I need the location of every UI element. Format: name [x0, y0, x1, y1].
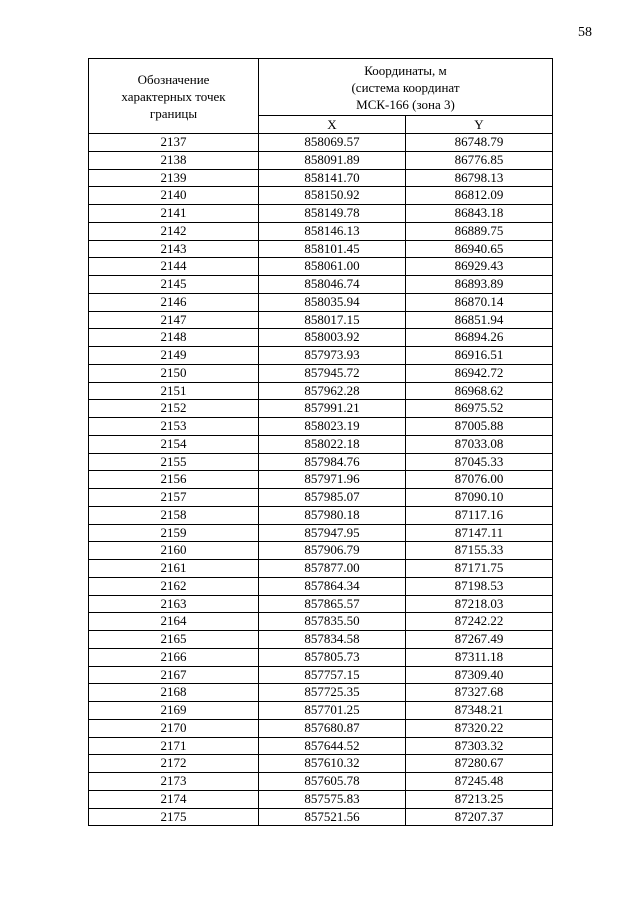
table-row [89, 347, 553, 365]
x-coordinate-cell: 857991.21 [259, 400, 406, 418]
y-coordinate-cell: 86968.62 [406, 382, 553, 400]
table-row [89, 808, 553, 826]
x-coordinate-cell: 858023.19 [259, 418, 406, 436]
point-number-cell: 2158 [89, 506, 259, 524]
point-number-cell: 2165 [89, 631, 259, 649]
x-coordinate-cell: 857906.79 [259, 542, 406, 560]
y-coordinate-cell: 86851.94 [406, 311, 553, 329]
y-coordinate-cell: 87309.40 [406, 666, 553, 684]
y-coordinate-cell: 86916.51 [406, 347, 553, 365]
x-coordinate-cell: 858017.15 [259, 311, 406, 329]
y-coordinate-cell: 86889.75 [406, 222, 553, 240]
point-number-cell: 2148 [89, 329, 259, 347]
table-row [89, 506, 553, 524]
point-number-cell: 2161 [89, 560, 259, 578]
x-coordinate-cell: 857962.28 [259, 382, 406, 400]
x-coordinate-cell: 858061.00 [259, 258, 406, 276]
point-number-cell: 2171 [89, 737, 259, 755]
header-x-label: X [259, 116, 406, 134]
y-coordinate-cell: 87242.22 [406, 613, 553, 631]
table-row [89, 329, 553, 347]
header-point-designation [89, 59, 259, 134]
table-row [89, 151, 553, 169]
table-row [89, 187, 553, 205]
x-coordinate-cell: 857945.72 [259, 364, 406, 382]
x-coordinate-cell: 857757.15 [259, 666, 406, 684]
header-y-label: Y [406, 116, 553, 134]
table-row [89, 205, 553, 223]
point-number-cell: 2143 [89, 240, 259, 258]
point-number-cell: 2144 [89, 258, 259, 276]
header-coordinates [259, 59, 553, 116]
y-coordinate-cell: 87280.67 [406, 755, 553, 773]
coords-header-line1: Координаты, м [364, 62, 447, 78]
x-coordinate-cell: 857835.50 [259, 613, 406, 631]
y-coordinate-cell: 87245.48 [406, 773, 553, 791]
point-number-cell: 2140 [89, 187, 259, 205]
x-coordinate-cell: 857980.18 [259, 506, 406, 524]
point-number-cell: 2162 [89, 577, 259, 595]
point-number-cell: 2168 [89, 684, 259, 702]
x-coordinate-cell: 857521.56 [259, 808, 406, 826]
x-coordinate-cell: 858035.94 [259, 293, 406, 311]
table-row [89, 134, 553, 152]
table-row [89, 595, 553, 613]
y-coordinate-cell: 87147.11 [406, 524, 553, 542]
y-coordinate-cell: 87303.32 [406, 737, 553, 755]
point-number-cell: 2146 [89, 293, 259, 311]
y-coordinate-cell: 87045.33 [406, 453, 553, 471]
point-number-cell: 2138 [89, 151, 259, 169]
y-coordinate-cell: 87327.68 [406, 684, 553, 702]
y-coordinate-cell: 87207.37 [406, 808, 553, 826]
y-coordinate-cell: 87155.33 [406, 542, 553, 560]
table-row [89, 648, 553, 666]
x-coordinate-cell: 857985.07 [259, 489, 406, 507]
table-row [89, 471, 553, 489]
x-coordinate-cell: 858046.74 [259, 276, 406, 294]
y-coordinate-cell: 87076.00 [406, 471, 553, 489]
x-coordinate-cell: 857575.83 [259, 790, 406, 808]
point-number-cell: 2172 [89, 755, 259, 773]
point-number-cell: 2150 [89, 364, 259, 382]
x-coordinate-cell: 858146.13 [259, 222, 406, 240]
point-number-cell: 2163 [89, 595, 259, 613]
y-coordinate-cell: 87198.53 [406, 577, 553, 595]
table-row [89, 790, 553, 808]
table-row [89, 418, 553, 436]
y-coordinate-cell: 86929.43 [406, 258, 553, 276]
x-coordinate-cell: 857864.34 [259, 577, 406, 595]
x-coordinate-cell: 858101.45 [259, 240, 406, 258]
x-coordinate-cell: 857605.78 [259, 773, 406, 791]
x-coordinate-cell: 857834.58 [259, 631, 406, 649]
point-number-cell: 2147 [89, 311, 259, 329]
table-row [89, 364, 553, 382]
point-number-cell: 2149 [89, 347, 259, 365]
table-row [89, 382, 553, 400]
x-coordinate-cell: 857947.95 [259, 524, 406, 542]
y-coordinate-cell: 87171.75 [406, 560, 553, 578]
y-coordinate-cell: 87090.10 [406, 489, 553, 507]
point-number-cell: 2167 [89, 666, 259, 684]
table-row [89, 240, 553, 258]
x-coordinate-cell: 858003.92 [259, 329, 406, 347]
coords-header-line3: МСК-166 (зона 3) [356, 96, 455, 112]
point-number-cell: 2145 [89, 276, 259, 294]
table-row [89, 684, 553, 702]
table-header [89, 59, 553, 134]
point-number-cell: 2157 [89, 489, 259, 507]
y-coordinate-cell: 86975.52 [406, 400, 553, 418]
table-row [89, 666, 553, 684]
x-coordinate-cell: 857973.93 [259, 347, 406, 365]
point-number-cell: 2159 [89, 524, 259, 542]
point-number-cell: 2170 [89, 719, 259, 737]
y-coordinate-cell: 86843.18 [406, 205, 553, 223]
point-number-cell: 2151 [89, 382, 259, 400]
x-coordinate-cell: 858141.70 [259, 169, 406, 187]
table-row [89, 542, 553, 560]
table-row [89, 258, 553, 276]
point-number-cell: 2174 [89, 790, 259, 808]
y-coordinate-cell: 86940.65 [406, 240, 553, 258]
table-row [89, 613, 553, 631]
y-coordinate-cell: 86894.26 [406, 329, 553, 347]
point-number-cell: 2166 [89, 648, 259, 666]
table-row [89, 276, 553, 294]
y-coordinate-cell: 87320.22 [406, 719, 553, 737]
x-coordinate-cell: 857805.73 [259, 648, 406, 666]
y-coordinate-cell: 87117.16 [406, 506, 553, 524]
table-row [89, 773, 553, 791]
point-number-cell: 2137 [89, 134, 259, 152]
x-coordinate-cell: 857984.76 [259, 453, 406, 471]
x-coordinate-cell: 858149.78 [259, 205, 406, 223]
x-coordinate-cell: 858091.89 [259, 151, 406, 169]
table-row [89, 577, 553, 595]
table-row [89, 169, 553, 187]
header-point-designation-text: Обозначение характерных точек границы [121, 71, 226, 121]
table-row [89, 222, 553, 240]
point-number-cell: 2160 [89, 542, 259, 560]
point-number-cell: 2152 [89, 400, 259, 418]
y-coordinate-cell: 87213.25 [406, 790, 553, 808]
point-number-cell: 2175 [89, 808, 259, 826]
header-row-main [89, 59, 553, 116]
x-coordinate-cell: 857644.52 [259, 737, 406, 755]
table-row [89, 524, 553, 542]
y-coordinate-cell: 87005.88 [406, 418, 553, 436]
coords-header-line2: (система координат [351, 79, 460, 95]
x-coordinate-cell: 857865.57 [259, 595, 406, 613]
y-coordinate-cell: 87218.03 [406, 595, 553, 613]
y-coordinate-cell: 87311.18 [406, 648, 553, 666]
table-row [89, 435, 553, 453]
table-row [89, 737, 553, 755]
x-coordinate-cell: 857701.25 [259, 702, 406, 720]
x-coordinate-cell: 857725.35 [259, 684, 406, 702]
table-row [89, 311, 553, 329]
point-number-cell: 2169 [89, 702, 259, 720]
y-coordinate-cell: 86893.89 [406, 276, 553, 294]
table-row [89, 560, 553, 578]
x-coordinate-cell: 857877.00 [259, 560, 406, 578]
table-row [89, 631, 553, 649]
x-coordinate-cell: 858069.57 [259, 134, 406, 152]
y-coordinate-cell: 86870.14 [406, 293, 553, 311]
table-row [89, 400, 553, 418]
point-number-cell: 2139 [89, 169, 259, 187]
y-coordinate-cell: 86798.13 [406, 169, 553, 187]
coordinates-table [88, 58, 553, 826]
point-number-cell: 2153 [89, 418, 259, 436]
point-number-cell: 2164 [89, 613, 259, 631]
x-coordinate-cell: 857971.96 [259, 471, 406, 489]
y-coordinate-cell: 86812.09 [406, 187, 553, 205]
point-number-cell: 2141 [89, 205, 259, 223]
y-coordinate-cell: 86748.79 [406, 134, 553, 152]
point-number-cell: 2142 [89, 222, 259, 240]
table-row [89, 702, 553, 720]
y-coordinate-cell: 87033.08 [406, 435, 553, 453]
table-row [89, 755, 553, 773]
point-number-cell: 2173 [89, 773, 259, 791]
table-row [89, 489, 553, 507]
table-row [89, 293, 553, 311]
point-number-cell: 2154 [89, 435, 259, 453]
y-coordinate-cell: 86942.72 [406, 364, 553, 382]
y-coordinate-cell: 87267.49 [406, 631, 553, 649]
x-coordinate-cell: 857610.32 [259, 755, 406, 773]
x-coordinate-cell: 858022.18 [259, 435, 406, 453]
page-number: 58 [578, 25, 592, 40]
point-number-cell: 2156 [89, 471, 259, 489]
x-coordinate-cell: 857680.87 [259, 719, 406, 737]
table-body [89, 134, 553, 826]
y-coordinate-cell: 87348.21 [406, 702, 553, 720]
y-coordinate-cell: 86776.85 [406, 151, 553, 169]
x-coordinate-cell: 858150.92 [259, 187, 406, 205]
table-row [89, 453, 553, 471]
point-number-cell: 2155 [89, 453, 259, 471]
table-row [89, 719, 553, 737]
